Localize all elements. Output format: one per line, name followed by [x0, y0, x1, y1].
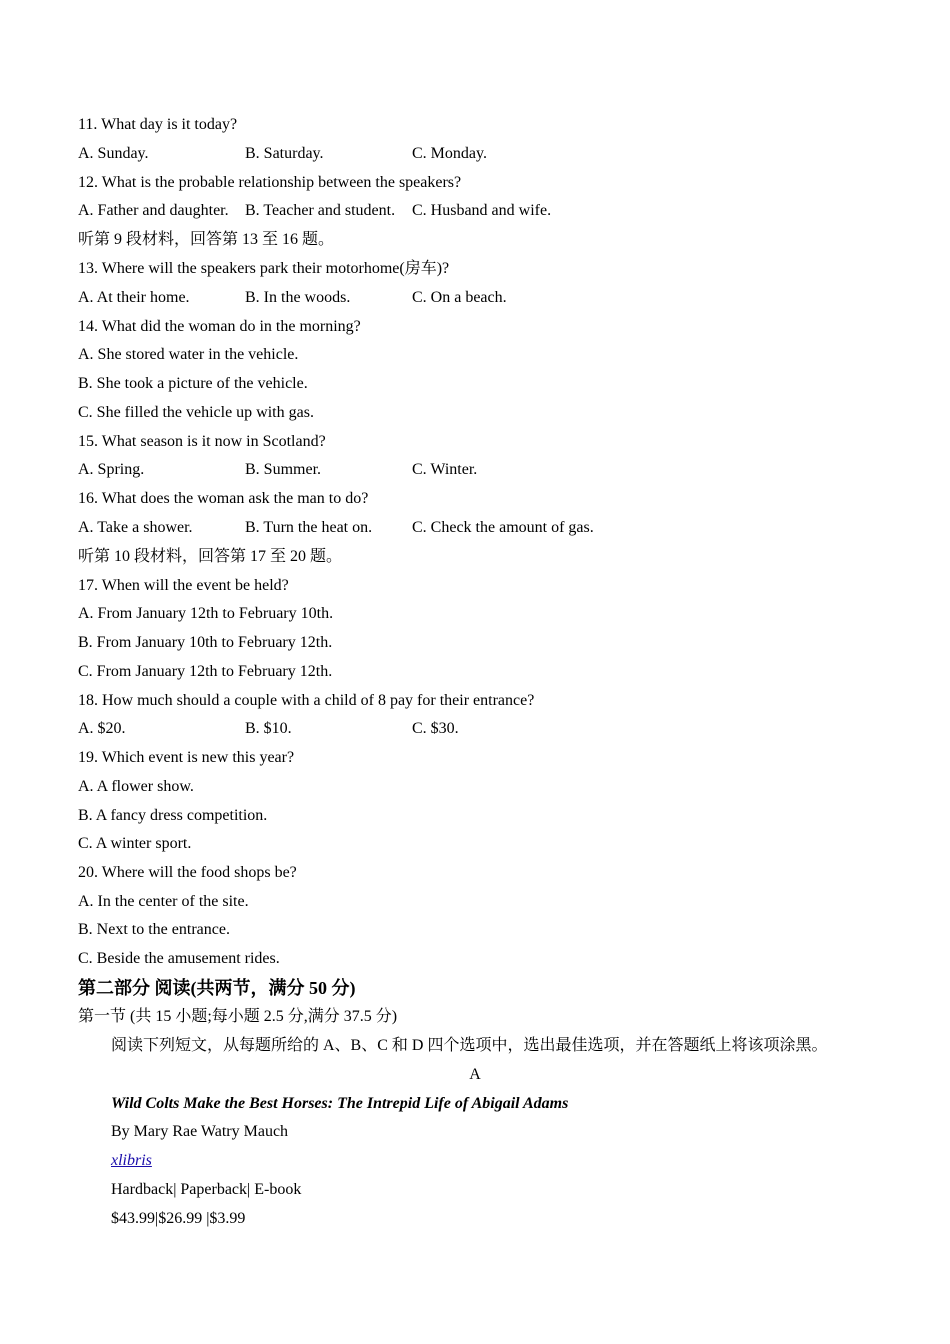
question-19-option-c: C. A winter sport.: [78, 835, 192, 852]
option-a: A. Sunday.: [78, 145, 149, 162]
publisher-link[interactable]: xlibris: [111, 1152, 152, 1169]
question-19-option-a: A. A flower show.: [78, 778, 194, 795]
option-b: B. Teacher and student.: [245, 202, 396, 219]
question-17-stem: 17. When will the event be held?: [78, 577, 289, 594]
section-1-heading: 第一节 (共 15 小题;每小题 2.5 分,满分 37.5 分): [78, 1008, 398, 1025]
section-note-10: 听第 10 段材料，回答第 17 至 20 题。: [78, 548, 343, 565]
option-c: C. $30.: [412, 720, 459, 737]
question-17-option-c: C. From January 12th to February 12th.: [78, 663, 333, 680]
question-20-option-b: B. Next to the entrance.: [78, 921, 230, 938]
option-c: C. Winter.: [412, 461, 478, 478]
question-13-stem: 13. Where will the speakers park their motorhome(房车)?: [78, 260, 450, 277]
part-2-heading: 第二部分 阅读(共两节，满分 50 分): [78, 978, 356, 998]
passage-label: A: [469, 1066, 481, 1083]
option-b: B. Saturday.: [245, 145, 324, 162]
publisher-row: [111, 1149, 152, 1173]
question-17-option-b: B. From January 10th to February 12th.: [78, 634, 333, 651]
question-19-option-b: B. A fancy dress competition.: [78, 807, 268, 824]
question-16-stem: 16. What does the woman ask the man to do?: [78, 490, 369, 507]
question-20-option-a: A. In the center of the site.: [78, 893, 249, 910]
question-11-stem: 11. What day is it today?: [78, 116, 238, 133]
option-a: A. Spring.: [78, 461, 145, 478]
question-14-stem: 14. What did the woman do in the morning?: [78, 318, 361, 335]
book-prices: $43.99|$26.99 |$3.99: [111, 1210, 246, 1227]
book-author: By Mary Rae Watry Mauch: [111, 1123, 289, 1140]
book-title: Wild Colts Make the Best Horses: The Intrepid Life of Abigail Adams: [111, 1095, 569, 1112]
option-c: C. On a beach.: [412, 289, 507, 306]
question-15-stem: 15. What season is it now in Scotland?: [78, 433, 326, 450]
question-17-option-a: A. From January 12th to February 10th.: [78, 605, 334, 622]
question-18-stem: 18. How much should a couple with a child of 8 pay for their entrance?: [78, 692, 535, 709]
question-14-option-a: A. She stored water in the vehicle.: [78, 346, 299, 363]
option-c: C. Monday.: [412, 145, 487, 162]
question-20-stem: 20. Where will the food shops be?: [78, 864, 297, 881]
option-a: A. $20.: [78, 720, 126, 737]
option-b: B. Turn the heat on.: [245, 519, 373, 536]
option-a: A. Take a shower.: [78, 519, 193, 536]
option-a: A. Father and daughter.: [78, 202, 229, 219]
section-note-9: 听第 9 段材料，回答第 13 至 16 题。: [78, 231, 335, 248]
option-b: B. In the woods.: [245, 289, 351, 306]
question-19-stem: 19. Which event is new this year?: [78, 749, 295, 766]
question-12-stem: 12. What is the probable relationship between the speakers?: [78, 174, 462, 191]
option-b: B. $10.: [245, 720, 292, 737]
book-formats: Hardback| Paperback| E-book: [111, 1181, 302, 1198]
option-a: A. At their home.: [78, 289, 190, 306]
question-20-option-c: C. Beside the amusement rides.: [78, 950, 280, 967]
option-c: C. Check the amount of gas.: [412, 519, 594, 536]
question-14-option-b: B. She took a picture of the vehicle.: [78, 375, 308, 392]
option-b: B. Summer.: [245, 461, 322, 478]
reading-instruction: 阅读下列短文，从每题所给的 A、B、C 和 D 四个选项中，选出最佳选项，并在答题纸上将该项涂黑。: [111, 1037, 828, 1054]
question-14-option-c: C. She filled the vehicle up with gas.: [78, 404, 314, 421]
option-c: C. Husband and wife.: [412, 202, 552, 219]
